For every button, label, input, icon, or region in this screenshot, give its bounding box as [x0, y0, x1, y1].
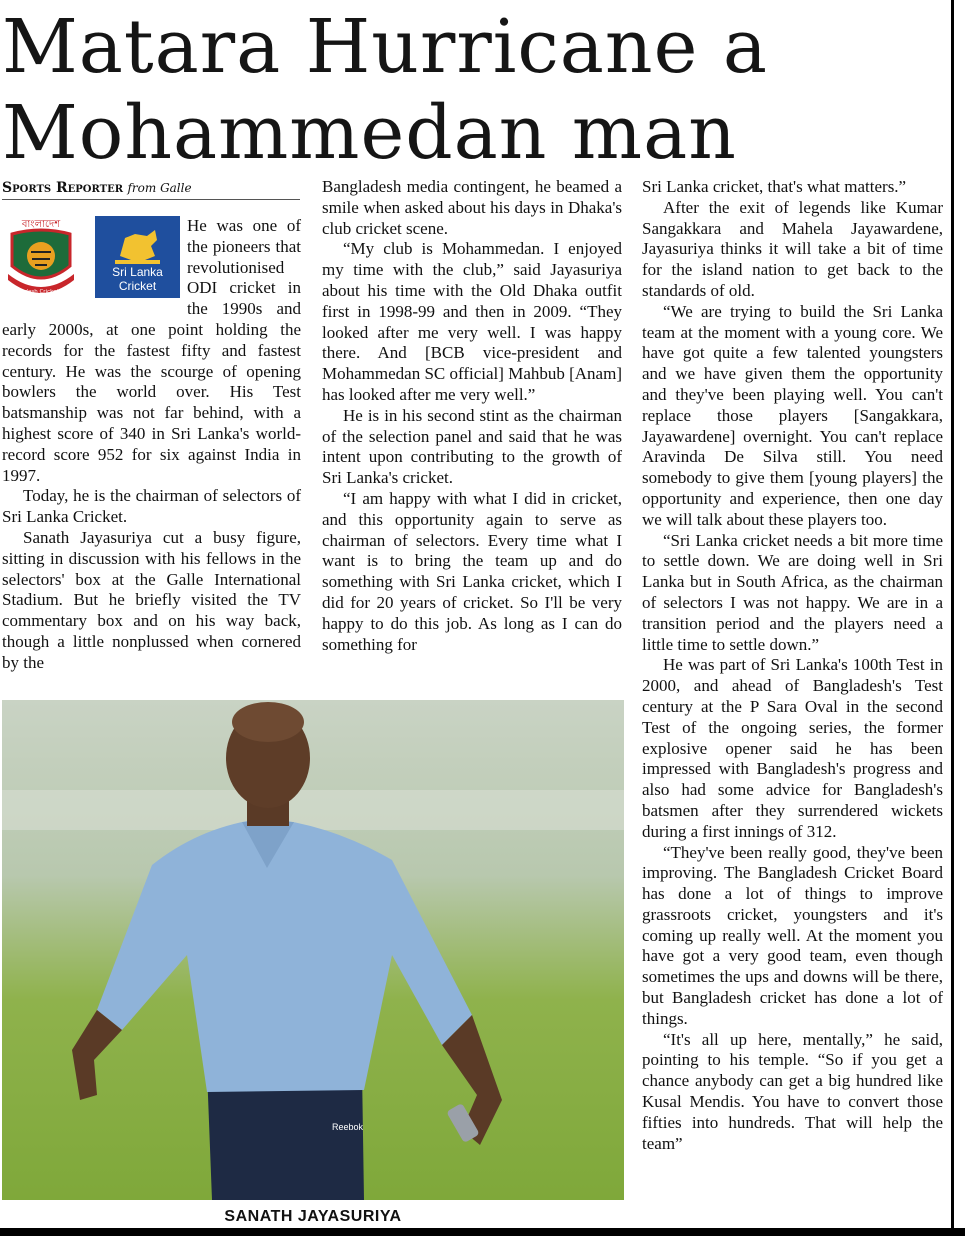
slc-logo-text-1: Sri Lanka: [112, 265, 163, 279]
slc-logo: [95, 216, 180, 298]
photo-caption: SANATH JAYASURIYA: [224, 1208, 402, 1225]
headline: [2, 4, 942, 176]
paragraph: “Sri Lanka cricket needs a bit more time to settle down. We are doing well in Sri Lanka but in South Africa, as the chairman of selectors I was not happy. We are in a transition period and the players need a little time to settle down.”: [642, 530, 943, 654]
bcb-logo: [4, 216, 78, 298]
page-border-right: [951, 0, 965, 1236]
paragraph: He was part of Sri Lanka's 100th Test in 2000, and ahead of Bangladesh's Test century at the P Sara Oval in the second Test of the ongoing series, the former explosive opener said he has been impressed with Bangladesh's progress and also had some advice for Bangladesh's batsmen after they surrendered wickets during a first innings of 312.: [642, 655, 943, 841]
bcb-logo-text-top: বাংলাদেশ: [21, 219, 61, 230]
shorts-brand: Reebok: [332, 1122, 364, 1132]
article-column-1: [2, 216, 301, 674]
page-border-bottom: [0, 1228, 965, 1236]
slc-logo-text-2: Cricket: [118, 279, 157, 293]
byline-role: Sports Reporter: [2, 180, 124, 196]
paragraph: “They've been really good, they've been improving. The Bangladesh Cricket Board has done a lot of things to improve grassroots cricket, youngsters and it's coming up really well. At the moment you have got a very good team, even though sometimes the ups and downs will be there, but Bangladesh cricket has done a lot of things.: [642, 842, 943, 1028]
byline: [2, 180, 300, 200]
paragraph: “It's all up here, mentally,” he said, pointing to his temple. “So if you get a chance anybody can get a big hundred like Kusal Mendis. You have to convert those fifties into hundreds. That will help the team”: [642, 1029, 943, 1153]
paragraph: Today, he is the chairman of selectors of Sri Lanka Cricket.: [2, 486, 301, 527]
paragraph: Sri Lanka cricket, that's what matters.”: [642, 177, 907, 196]
headline-line-2: Mohammedan man: [2, 90, 737, 176]
logo-group: [2, 216, 185, 302]
article-column-2: [322, 177, 622, 655]
paragraph: Sanath Jayasuriya cut a busy figure, sitting in discussion with his fellows in the selectors' box at the Galle International Stadium. But he briefly visited the TV commentary box and on his way back, though a little nonplussed when cornered by the: [2, 527, 301, 672]
paragraph: “We are trying to build the Sri Lanka team at the moment with a young core. We have got quite a few talented youngsters and we have given them the opportunity and they've been playing well. You can't replace those players [Sangakkara, Jayawardene] overnight. You can't replace Aravinda De Silva still. You need somebody to give them [young players] the opportunity and experience, then one day we will talk about these players too.: [642, 301, 943, 529]
player-photo: [2, 700, 624, 1200]
player-photo-illustration: [2, 700, 624, 1200]
paragraph: “I am happy with what I did in cricket, and this opportunity again to serve as chairman of selectors. Every time what I want is to bring the team up and do something with Sri Lanka cricket, which I did for 20 years of cricket. So I'll be very happy to do this job. As long as I can do something for: [322, 488, 622, 654]
article-column-3: [642, 177, 943, 1154]
bcb-logo-text-bottom: Bangladesh Cricket Board: [5, 289, 77, 295]
paragraph: After the exit of legends like Kumar Sangakkara and Mahela Jayawardene, Jayasuriya thinks it will take a bit of time for the island nation to get back to the standards of old.: [642, 197, 943, 300]
headline-line-1: Matara Hurricane a: [2, 4, 769, 90]
paragraph: “My club is Mohammedan. I enjoyed my time with the club,” said Jayasuriya about his time with the Old Dhaka outfit first in 1998-99 and then in 2009. “They looked after me very well. I was happy there. And [BCB vice-president and Mohammedan SC official] Mahbub [Anam] has looked after me very well.”: [322, 239, 622, 404]
paragraph: He was one of the pioneers that revolutionised ODI cricket in the 1990s and early 2000s, at one point holding the records for the fastest fifty and fastest century. He was the scourge of opening bowlers the world over. His Test batsmanship was not far behind, with a highest score of 340 in Sri Lanka's world-record score 952 for six against India in 1997.: [2, 216, 301, 485]
byline-location: from Galle: [127, 181, 192, 195]
paragraph: Bangladesh media contingent, he beamed a smile when asked about his days in Dhaka's club cricket scene.: [322, 177, 622, 238]
paragraph: He is in his second stint as the chairman of the selection panel and said that he was intent upon contributing to the growth of Sri Lanka's cricket.: [322, 405, 622, 488]
